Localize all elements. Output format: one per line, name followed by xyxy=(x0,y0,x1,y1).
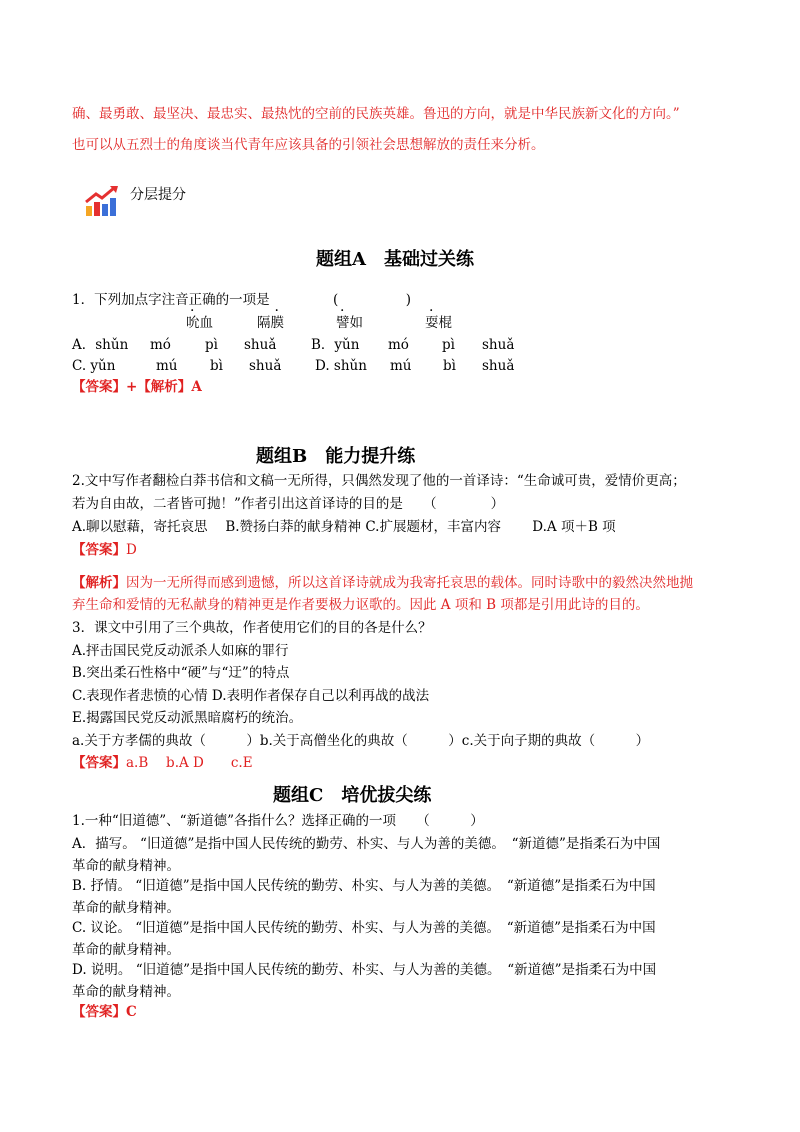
group-c-option-a-line-1: A．描写。 “旧道德”是指中国人民传统的勤劳、朴实、与人为善的美德。 “新道德”是指柔石为中国 xyxy=(72,836,661,852)
option-a-p1: mó xyxy=(150,337,171,353)
intro-line-2: 也可以从五烈士的角度谈当代青年应该具备的引领社会思想解放的责任来分析。 xyxy=(72,137,545,153)
group-c-option-c-line-2: 革命的献身精神。 xyxy=(72,942,180,958)
option-d-p1: mú xyxy=(390,358,412,374)
group-c-q1-stem: 1.一种“旧道德”、“新道德”各指什么？选择正确的一项 （ ） xyxy=(72,813,484,829)
option-a-p3: shuǎ xyxy=(244,337,277,353)
option-b-p2: pì xyxy=(442,337,455,353)
group-b-q3-answer: 【答案】a.B b.A D c.E xyxy=(72,755,253,771)
option-a-p2: pì xyxy=(205,337,218,353)
group-c-option-c-line-1: C. 议论。 “旧道德”是指中国人民传统的勤劳、朴实、与人为善的美德。 “新道德”是指柔石为中国 xyxy=(72,920,656,936)
option-a-label: A．shǔn xyxy=(72,337,129,353)
group-c-answer: 【答案】C xyxy=(72,1004,137,1020)
group-b-q3-sub: a.关于方孝儒的典故（ ）b.关于高僧坐化的典故（ ）c.关于向子期的典故（ ） xyxy=(72,733,650,749)
group-b-q2-answer: 【答案】D xyxy=(72,542,137,558)
option-c-p3: shuǎ xyxy=(249,358,282,374)
option-b-label: B．yǔn xyxy=(311,337,360,353)
group-b-q2-analysis-2: 弃生命和爱情的无私献身的精神更是作者要极力讴歌的。因此 A 项和 B 项都是引用此诗的目的。 xyxy=(72,597,649,613)
option-c-label: C. yǔn xyxy=(72,358,116,374)
section-label: 分层提分 xyxy=(130,187,186,203)
group-b-q3-option-cd: C.表现作者悲愤的心情 D.表明作者保存自己以利再战的战法 xyxy=(72,688,430,704)
group-b-q3-option-e: E.揭露国民党反动派黑暗腐朽的统治。 xyxy=(72,710,303,726)
group-a-q1-paren: ( ) xyxy=(333,292,412,308)
group-c-option-d-line-2: 革命的献身精神。 xyxy=(72,984,180,1000)
option-b-p1: mó xyxy=(388,337,409,353)
word-3: 譬如 xyxy=(336,315,363,331)
group-b-q2-line-1: 2.文中写作者翻检白莽书信和文稿一无所得，只偶然发现了他的一首译诗：“生命诚可贵，爱情价更高； xyxy=(72,473,686,489)
group-c-option-d-line-1: D. 说明。 “旧道德”是指中国人民传统的勤劳、朴实、与人为善的美德。 “新道德”是指柔石为中国 xyxy=(72,962,657,978)
group-b-q3-option-a: A.抨击国民党反动派杀人如麻的罪行 xyxy=(72,643,289,659)
group-a-title: 题组A 基础过关练 xyxy=(316,249,474,270)
group-b-q2-analysis-1: 【解析】因为一无所得而感到遗憾，所以这首译诗就成为我寄托哀思的载体。同时诗歌中的毅然决然地抛 xyxy=(72,575,693,591)
word-2: 隔膜 xyxy=(257,315,284,331)
option-c-p1: mú xyxy=(156,358,178,374)
group-a-answer: 【答案】+【解析】A xyxy=(72,379,202,395)
word-4: 耍棍 xyxy=(425,315,452,331)
chart-growth-icon xyxy=(84,184,124,218)
option-c-p2: bì xyxy=(210,358,223,374)
group-c-option-b-line-1: B. 抒情。 “旧道德”是指中国人民传统的勤劳、朴实、与人为善的美德。 “新道德”是指柔石为中国 xyxy=(72,878,656,894)
group-b-q3-option-b: B.突出柔石性格中“硬”与“迂”的特点 xyxy=(72,665,290,681)
group-b-q2-line-2: 若为自由故，二者皆可抛！”作者引出这首译诗的目的是 （ ） xyxy=(72,496,505,512)
group-c-option-a-line-2: 革命的献身精神。 xyxy=(72,858,180,874)
group-b-q2-options: A.聊以慰藉，寄托哀思 B.赞扬白莽的献身精神 C.扩展题材，丰富内容 D.A 项＋B 项 xyxy=(72,519,616,535)
group-b-q3-stem: 3．课文中引用了三个典故，作者使用它们的目的各是什么？ xyxy=(72,620,432,636)
option-d-p2: bì xyxy=(443,358,456,374)
intro-line-1: 确、最勇敢、最坚决、最忠实、最热忱的空前的民族英雄。鲁迅的方向，就是中华民族新文化的方向。” xyxy=(72,106,680,122)
group-c-title: 题组C 培优拔尖练 xyxy=(273,785,432,806)
option-d-p3: shuǎ xyxy=(482,358,515,374)
group-b-title: 题组B 能力提升练 xyxy=(256,446,416,467)
group-c-option-b-line-2: 革命的献身精神。 xyxy=(72,900,180,916)
option-b-p3: shuǎ xyxy=(482,337,515,353)
option-d-label: D. shǔn xyxy=(315,358,367,374)
word-1: 吮血 xyxy=(186,315,213,331)
group-a-q1-stem: 1．下列加点字注音正确的一项是 xyxy=(72,292,270,308)
